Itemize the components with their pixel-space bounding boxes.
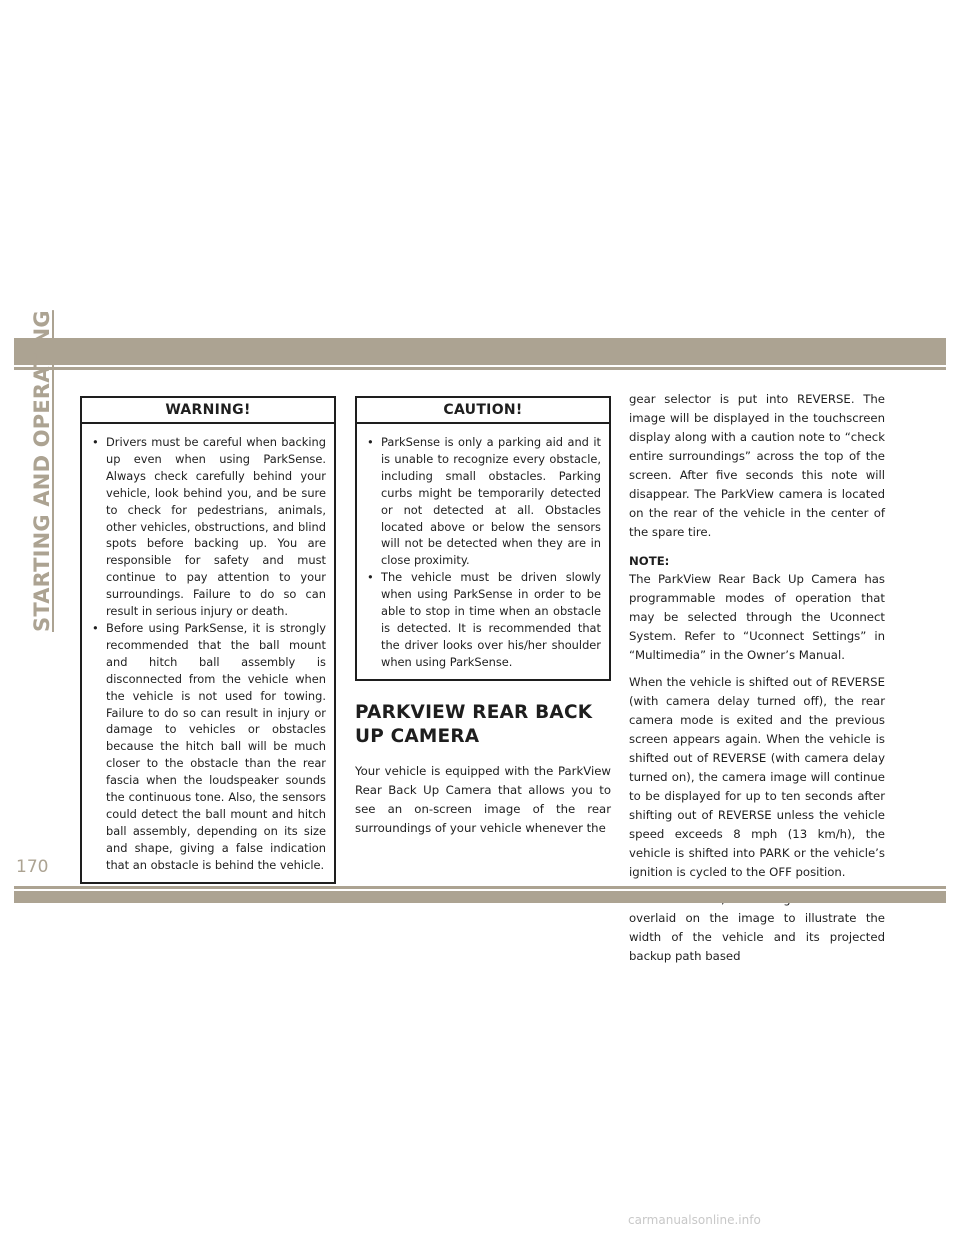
section-tab: STARTING AND OPERATING: [30, 310, 54, 632]
reverse-paragraph: When the vehicle is shifted out of REVERSE (with camera delay turned off), the rear camera mode is exited and the previous screen appears again. When the vehicle is shifted out of REVERSE (with camera delay turned on), the camera image will continue to be displayed for up to ten seconds after shifting out of REVERSE unless the vehicle speed exceeds 8 mph (13 km/h), the vehicle is shifted into PARK or the vehicle’s ignition is cycled to the OFF position.: [629, 675, 885, 879]
page-number: 170: [16, 857, 49, 877]
warning-bullet-text: Drivers must be careful when backing up even when using ParkSense. Always check carefully behind your vehicle, look behind you, and be sure to check for pedestrians, animals, other vehicles, obstructions, and blind spots before backing up. You are responsible for safety and must continue to pay attention to your surroundings. Failure to do so can result in serious injury or death.: [106, 435, 326, 619]
bullet-icon: •: [367, 570, 374, 585]
caution-box: [355, 396, 611, 681]
list-item: [365, 434, 601, 569]
note-label: NOTE:: [629, 554, 670, 568]
column-1: [80, 396, 336, 884]
caution-body: [357, 424, 609, 679]
list-item: [90, 620, 326, 874]
guide-lines-paragraph: overlaid on the image to illustrate the width of the vehicle and its projected backup path based: [629, 911, 885, 963]
bullet-icon: •: [367, 435, 374, 449]
caution-bullet-text: ParkSense is only a parking aid and it is unable to recognize every obstacle, including small obstacles. Parking curbs might be temporarily detected or not detected at all. Obstacles located above or below the sensors will not be detected when they are in close proximity.: [381, 435, 601, 568]
column-2: [355, 396, 611, 846]
footer-rule: [14, 886, 946, 889]
bullet-icon: •: [92, 620, 99, 635]
footer-band: [14, 891, 946, 903]
section-heading: PARKVIEW REAR BACK UP CAMERA: [355, 701, 593, 747]
warning-title: WARNING!: [82, 398, 334, 424]
warning-box: [80, 396, 336, 884]
list-item: [365, 569, 601, 670]
watermark: carmanualsonline.info: [628, 1213, 761, 1227]
intro-continuation: gear selector is put into REVERSE. The image will be displayed in the touchscreen display along with a caution note to “check entire surroundings” across the top of the screen. After five seconds this note will disappear. The ParkView camera is located on the rear of the vehicle in the center of the spare tire.: [629, 392, 885, 539]
header-band: [14, 338, 946, 365]
note-paragraph: The ParkView Rear Back Up Camera has programmable modes of operation that may be selected through the Uconnect System. Refer to “Uconnect Settings” in “Multimedia” in the Owner’s Manual.: [629, 572, 885, 662]
intro-paragraph: Your vehicle is equipped with the ParkView Rear Back Up Camera that allows you to see an on-screen image of the rear surroundings of your vehicle whenever the: [355, 763, 611, 835]
header-rule: [14, 367, 946, 370]
bullet-icon: •: [92, 435, 99, 449]
list-item: [90, 434, 326, 620]
caution-bullet-text: The vehicle must be driven slowly when using ParkSense in order to be able to stop in time when an obstacle is detected. It is recommended that the driver looks over his/her shoulder when using ParkSense.: [381, 570, 601, 669]
warning-bullet-text: Before using ParkSense, it is strongly recommended that the ball mount and hitch ball assembly is disconnected from the vehicle when the vehicle is not used for towing. Failure to do so can result in injury or damage to vehicles or obstacles because the hitch ball will be much closer to the obstacle than the rear fascia when the loudspeaker sounds the continuous tone. Also, the sensors could detect the ball mount and hitch ball assembly, depending on its size and shape, giving a false indication that an obstacle is behind the vehicle.: [106, 620, 326, 872]
warning-body: [82, 424, 334, 882]
caution-title: CAUTION!: [357, 398, 609, 424]
